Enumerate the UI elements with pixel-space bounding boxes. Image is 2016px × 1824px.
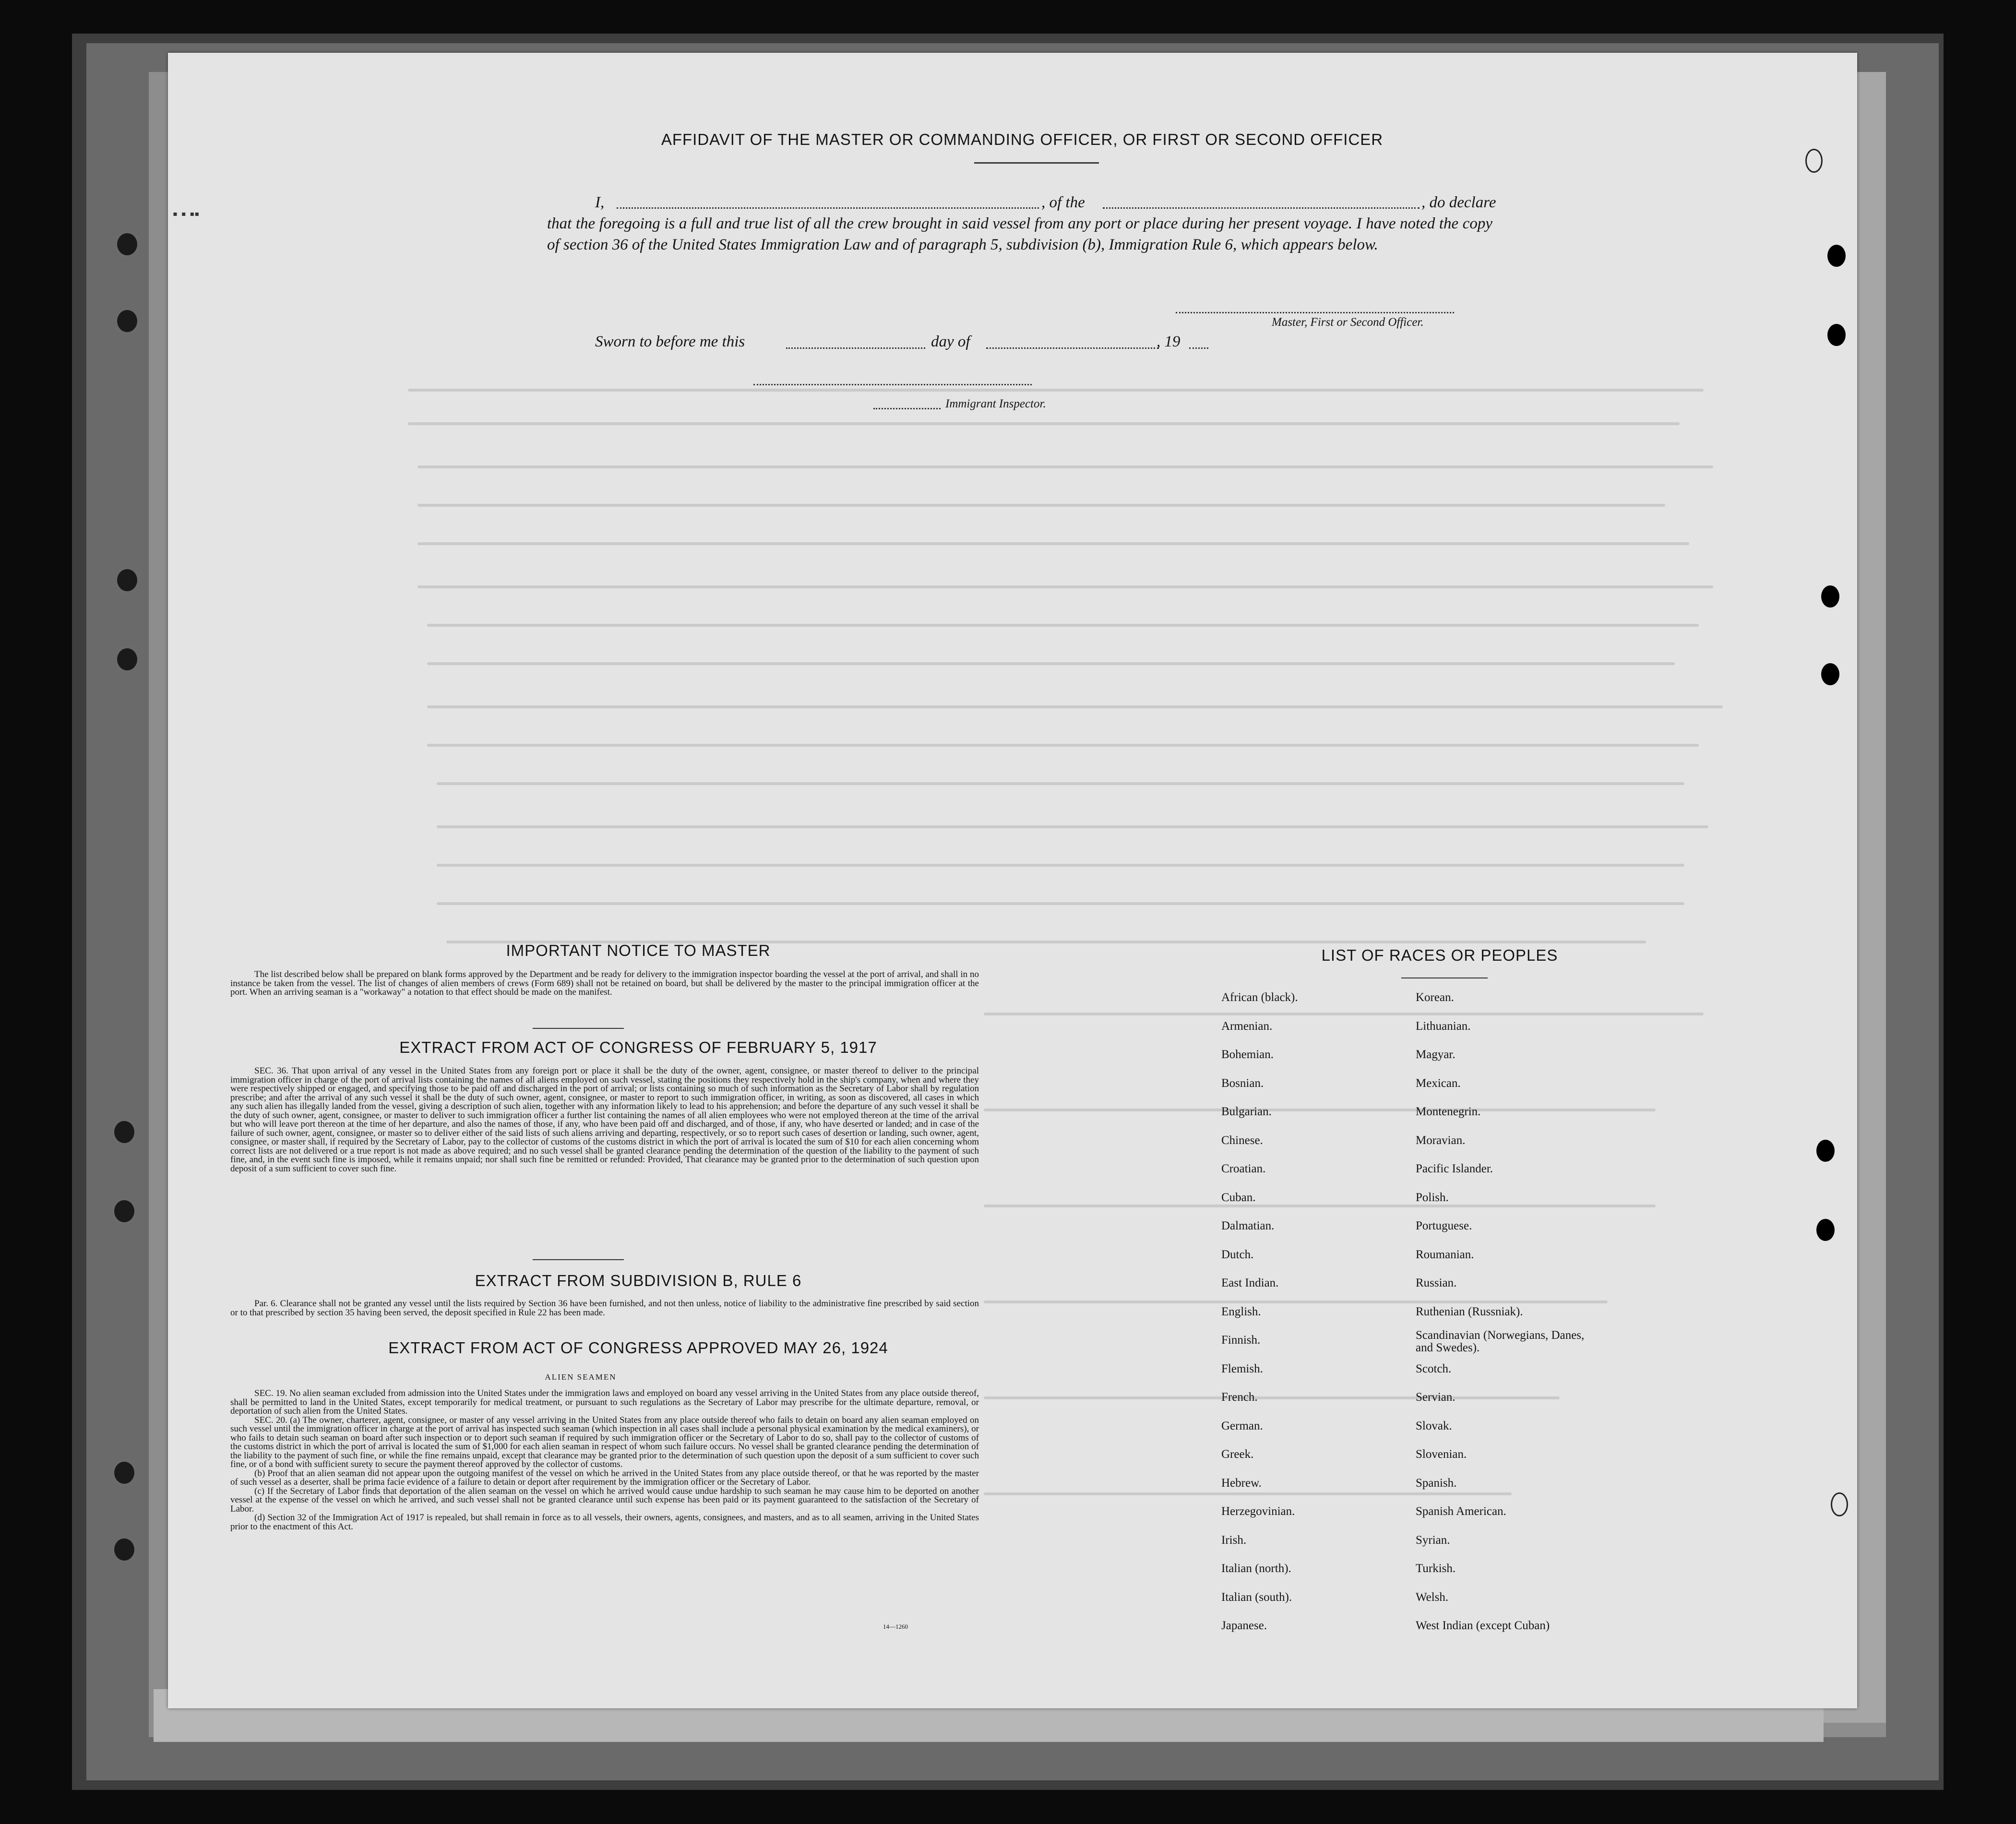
- race-item: Armenian.: [1221, 1020, 1273, 1033]
- inspector-signature-label: Immigrant Inspector.: [945, 397, 1046, 410]
- rule6-title: EXTRACT FROM SUBDIVISION B, RULE 6: [475, 1272, 802, 1289]
- affidavit-declare: , do declare: [1421, 194, 1496, 211]
- name-blank[interactable]: [617, 207, 1039, 209]
- race-item: Moravian.: [1416, 1134, 1466, 1147]
- race-item: Irish.: [1221, 1534, 1247, 1547]
- sworn-prefix: Sworn to before me this: [595, 333, 745, 350]
- divider: [533, 1028, 624, 1029]
- sec-19: SEC. 19. No alien seaman excluded from admission into the United States under the immigration laws and employed on board any vessel arriving in the United States from any place outside thereof, shall be permitted to land in the United States, except temporarily for medical treatment, or pursuant to such regulations as the Secretary of Labor may prescribe for the ultimate departure, removal, or deportation of such alien from the United States.: [230, 1388, 979, 1416]
- race-item: Finnish.: [1221, 1334, 1261, 1347]
- sworn-year-blank[interactable]: [1189, 347, 1208, 349]
- affidavit-i: I,: [595, 194, 605, 211]
- race-item: Bosnian.: [1221, 1077, 1264, 1090]
- race-item: Portuguese.: [1416, 1219, 1472, 1232]
- alien-seamen-subtitle: ALIEN SEAMEN: [545, 1372, 617, 1382]
- race-item: Italian (north).: [1221, 1562, 1291, 1575]
- race-item: Spanish American.: [1416, 1505, 1506, 1518]
- rule6-text: Par. 6. Clearance shall not be granted any vessel until the lists required by Section 36 have been furnished, and not then unless, notice of liability to the administrative fine prescribed by said section or to that prescribed by section 35 having been served, the deposit specified in Rule 22 has been made.: [230, 1299, 979, 1318]
- vessel-blank[interactable]: [1103, 207, 1420, 209]
- sworn-day-label: day of: [931, 333, 970, 350]
- race-item: Greek.: [1221, 1448, 1254, 1461]
- sec-20a: SEC. 20. (a) The owner, charterer, agent, consignee, or master of any vessel arriving in the United States from any place outside thereof who fails to detain on board any alien seaman employed on such vessel until the immigration officer in charge at the port of arrival has inspected such seaman (which inspection in all cases shall include a personal physical examination by the medical examiners), or who fails to detain such seaman on board after such inspection or to deport such seaman if required by such immigration officer or the Secretary of Labor to do so, shall pay to the collector of customs of the customs district in which the port of arrival is located the sum of $1,000 for each alien seaman in respect of whom such failure occurs. No vessel shall be granted clearance pending the determination of the liability to the payment of such fine, or while the fine remains unpaid, except that clearance may be granted prior to the determination of such question upon the deposit of a sum sufficient to cover such fine, or of a bond with sufficient surety to secure the payment thereof approved by the collector of customs.: [230, 1415, 979, 1469]
- race-item: Scandinavian (Norwegians, Danes, and Swedes).: [1416, 1329, 1585, 1354]
- sworn-day-blank[interactable]: [786, 347, 925, 349]
- notice-title: IMPORTANT NOTICE TO MASTER: [506, 942, 771, 959]
- race-item: Flemish.: [1221, 1362, 1263, 1375]
- race-item: Roumanian.: [1416, 1248, 1474, 1261]
- race-item: Bohemian.: [1221, 1048, 1274, 1061]
- affidavit-title: AFFIDAVIT OF THE MASTER OR COMMANDING OFFICER, OR FIRST OR SECOND OFFICER: [661, 131, 1384, 148]
- race-item: Scotch.: [1416, 1362, 1452, 1375]
- form-number: 14—1260: [883, 1623, 908, 1630]
- extract-1924-title: EXTRACT FROM ACT OF CONGRESS APPROVED MAY 26, 1924: [388, 1339, 888, 1357]
- divider: [533, 1259, 624, 1260]
- master-signature-label: Master, First or Second Officer.: [1272, 316, 1424, 329]
- sec-20d: (d) Section 32 of the Immigration Act of 1917 is repealed, but shall remain in force as to all vessels, their owners, agents, consignees, and masters, and as to all seamen, arriving in the United States prior to the enactment of this Act.: [230, 1513, 979, 1532]
- binder-rivet: [114, 566, 140, 594]
- sec-20c: (c) If the Secretary of Labor finds that deportation of the alien seaman on the vessel on which he arrived would cause undue hardship to such seaman he may cause him to be deported on another vessel at the expense of the vessel on which he arrived, and such vessel shall not be granted clearance until such expense has been paid or its payment guaranteed to the satisfaction of the Secretary of Labor.: [230, 1486, 979, 1514]
- races-title: LIST OF RACES OR PEOPLES: [1321, 946, 1558, 964]
- master-signature-line[interactable]: [1176, 312, 1454, 313]
- race-item: Montenegrin.: [1416, 1105, 1481, 1118]
- race-item: Servian.: [1416, 1391, 1455, 1404]
- inspector-signature-line[interactable]: [753, 384, 1032, 385]
- race-item: Lithuanian.: [1416, 1020, 1471, 1033]
- punch-hole-outline: [1805, 149, 1823, 173]
- title-underline: [974, 162, 1099, 164]
- affidavit-of-the: , of the: [1041, 194, 1085, 211]
- notice-text: The list described below shall be prepared on blank forms approved by the Department and be ready for delivery to the immigration inspector boarding the vessel at the port of arrival, and shall in no instance be taken from the vessel. The list of changes of alien members of crews (Form 689) shall not be retained on board, but shall be delivered by the master to the principal immigration officer at the port. When an arriving seaman is a "workaway" a notation to that effect should be made on the manifest.: [230, 969, 979, 997]
- race-item: Japanese.: [1221, 1619, 1267, 1632]
- inspector-sig-lead: [873, 408, 941, 409]
- binder-rivet: [111, 1536, 137, 1563]
- race-item: Ruthenian (Russniak).: [1416, 1305, 1523, 1318]
- sworn-month-blank[interactable]: [986, 347, 1159, 349]
- race-item: Welsh.: [1416, 1591, 1449, 1604]
- race-item: Italian (south).: [1221, 1591, 1292, 1604]
- sec-20b: (b) Proof that an alien seaman did not appear upon the outgoing manifest of the vessel on which he arrived in the United States from any place outside thereof, or that he was reported by the master of such vessel as a deserter, shall be prima facie evidence of a failure to detain or deport after requirement by the immigration officer or the Secretary of Labor.: [230, 1468, 979, 1487]
- race-item: Spanish.: [1416, 1477, 1457, 1490]
- race-item: African (black).: [1221, 991, 1298, 1004]
- punch-hole: [1816, 1140, 1835, 1162]
- race-item: Bulgarian.: [1221, 1105, 1272, 1118]
- race-item: Korean.: [1416, 991, 1454, 1004]
- race-item: Pacific Islander.: [1416, 1162, 1493, 1175]
- punch-hole-outline: [1831, 1492, 1848, 1516]
- punch-hole: [1827, 245, 1846, 267]
- punch-hole: [1827, 324, 1846, 346]
- race-item: East Indian.: [1221, 1276, 1279, 1289]
- race-item: Croatian.: [1221, 1162, 1266, 1175]
- binder-rivet: [114, 307, 140, 335]
- binder-rivet: [111, 1459, 137, 1487]
- race-item: Chinese.: [1221, 1134, 1263, 1147]
- binder-rivet: [111, 1197, 137, 1225]
- punch-hole: [1821, 663, 1839, 685]
- document-page: [168, 53, 1857, 1708]
- race-item: English.: [1221, 1305, 1261, 1318]
- extract-1924-text: [230, 1389, 979, 1531]
- race-item: German.: [1221, 1419, 1263, 1432]
- punch-hole: [1816, 1219, 1835, 1241]
- race-item: Turkish.: [1416, 1562, 1456, 1575]
- affidavit-body: that the foregoing is a full and true list of all the crew brought in said vessel from any port or place during her present voyage. I have noted the copy of section 36 of the United States Immigration Law and of paragraph 5, subdivision (b), Immigration Rule 6, which appears below.: [547, 215, 1492, 253]
- stamp-mark: ▪ ▪ ▪▪: [173, 206, 200, 221]
- binder-rivet: [114, 645, 140, 673]
- race-item: Hebrew.: [1221, 1477, 1262, 1490]
- race-item: Slovenian.: [1416, 1448, 1467, 1461]
- race-item: Slovak.: [1416, 1419, 1452, 1432]
- binder-rivet: [114, 230, 140, 258]
- race-item: Polish.: [1416, 1191, 1449, 1204]
- race-item: Herzegovinian.: [1221, 1505, 1295, 1518]
- race-item: French.: [1221, 1391, 1258, 1404]
- race-item: Cuban.: [1221, 1191, 1256, 1204]
- race-item: Russian.: [1416, 1276, 1457, 1289]
- punch-hole: [1821, 585, 1839, 608]
- extract-1917-title: EXTRACT FROM ACT OF CONGRESS OF FEBRUARY 5, 1917: [399, 1038, 877, 1056]
- binder-rivet: [111, 1118, 137, 1146]
- race-item: Magyar.: [1416, 1048, 1455, 1061]
- race-item: Dutch.: [1221, 1248, 1254, 1261]
- race-item: West Indian (except Cuban): [1416, 1619, 1550, 1632]
- extract-1917-text: SEC. 36. That upon arrival of any vessel in the United States from any foreign port or place it shall be the duty of the owner, agent, consignee, or master thereof to deliver to the principal immigration officer in charge of the port of arrival lists containing the names of all aliens employed on such vessel, stating the positions they respectively hold in the ship's company, when and where they were respectively shipped or engaged, and specifying those to be paid off and discharged in the port of arrival; or lists containing so much of such information as the Secretary of Labor shall by regulation prescribe; and after the arrival of any such vessel it shall be the duty of such owner, agent, consignee, or master to report to such immigration officer, in writing, as soon as discovered, all cases in which any such alien has illegally landed from the vessel, giving a description of such alien, together with any information likely to lead to his apprehension; and before the departure of any such vessel it shall be the duty of such owner, agent, consignee, or master to deliver to such immigration officer a further list containing the names of all alien employees who were not employed thereon at the time of the arrival but who will leave port thereon at the time of her departure, and also the names of those, if any, who have been paid off and discharged, and of those, if any, who have deserted or landed; and in case of the failure of such owner, agent, consignee, or master so to deliver either of the said lists of such aliens arriving and departing, respectively, or so to report such cases of desertion or landing, such owner, agent, consignee, or master shall, if required by the Secretary of Labor, pay to the collector of customs of the customs district in which the port of arrival is located the sum of $10 for each alien concerning whom correct lists are not delivered or a true report is not made as above required; and no such vessel shall be granted clearance pending the determination of the question of the liability to the payment of such fine, and, in the event such fine is imposed, while it remains unpaid; nor shall such fine be remitted or refunded: Provided, That clearance may be granted prior to the determination of such question upon deposit of a sum sufficient to cover such fine.: [230, 1066, 979, 1174]
- race-item: Dalmatian.: [1221, 1219, 1275, 1232]
- sworn-year: , 19: [1157, 333, 1181, 350]
- race-item: Mexican.: [1416, 1077, 1461, 1090]
- race-item: Syrian.: [1416, 1534, 1450, 1547]
